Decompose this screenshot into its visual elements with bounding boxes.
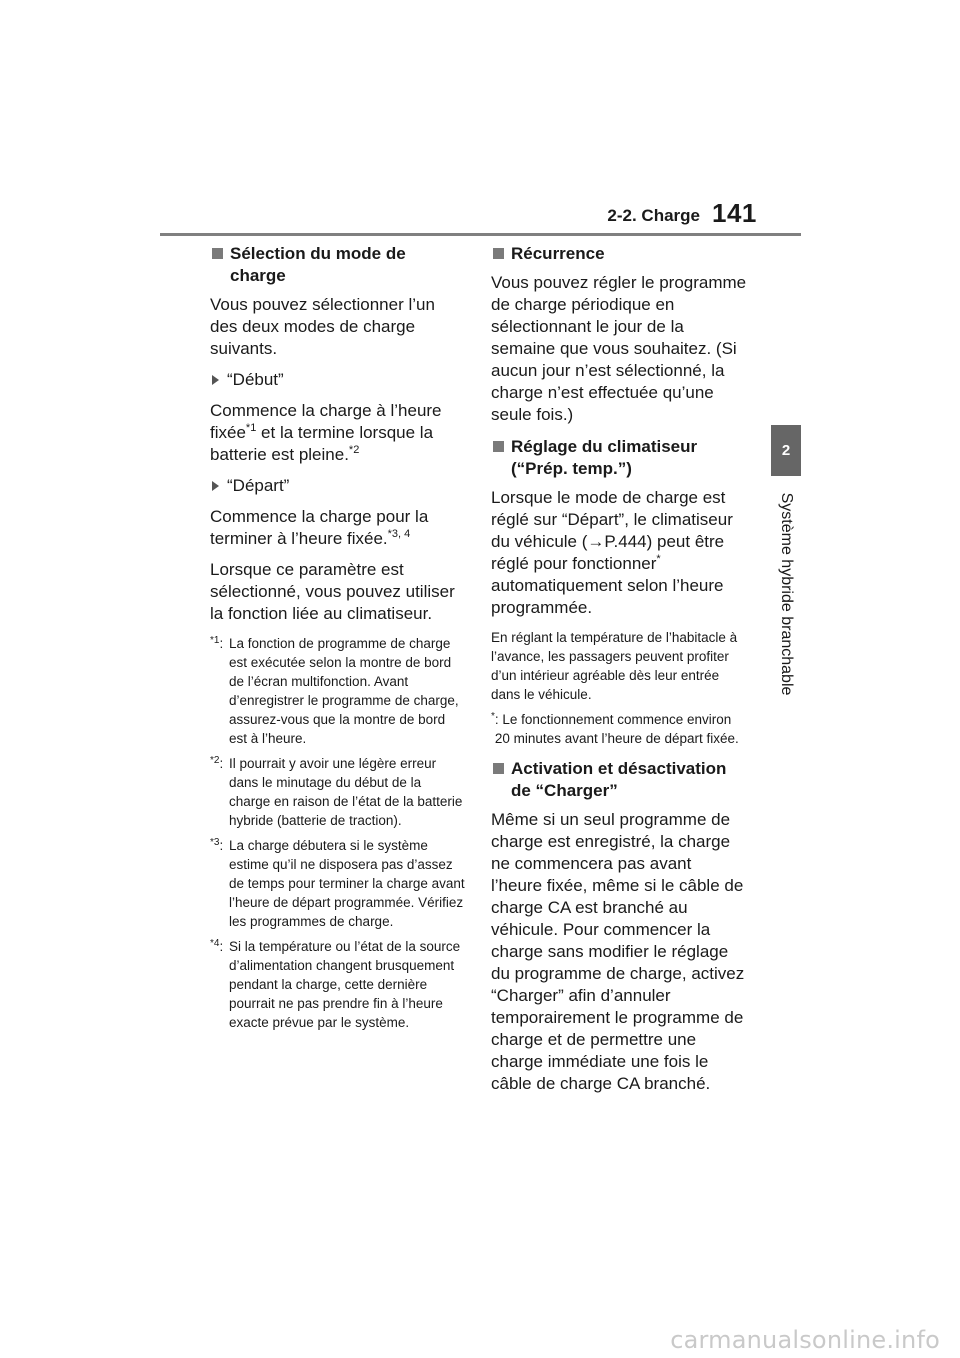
section-heading-mode (210, 243, 466, 287)
square-bullet-icon (493, 763, 504, 774)
paragraph (210, 506, 466, 550)
page-number: 141 (712, 198, 757, 228)
footnote-text: La fonction de programme de charge est exécutée selon la montre de bord de l’écran multifonction. Avant d’enregistrer le programme de charge, assurez-vous que la montre de bord est à l’heure. (229, 636, 459, 746)
right-column (491, 243, 747, 1104)
footnote (491, 710, 747, 748)
footnote-ref: *3, 4 (387, 528, 411, 540)
section-heading-climate (491, 436, 747, 480)
footnote-text: La charge débutera si le système estime qu’il ne disposera pas d’assez de temps pour terminer la charge avant l’heure de départ programmée. Vérifiez les programmes de charge. (229, 838, 465, 929)
paragraph: Vous pouvez régler le programme de charge périodique en sélectionnant le jour de la semaine que vous souhaitez. (Si aucun jour n’est sélectionné, la charge n’est effectuée qu’une seule fois.) (491, 273, 747, 424)
option-debut (210, 369, 466, 391)
heading-text: Sélection du mode de charge (230, 244, 406, 285)
text: automatiquement selon l’heure programmée. (491, 576, 724, 617)
small-paragraph: En réglant la température de l’habitacle à l’avance, les passagers peuvent profiter d’un intérieur agréable dès leur entrée dans le véhicule. (491, 630, 738, 702)
square-bullet-icon (493, 248, 504, 259)
footnote-text: : Le fonctionnement commence environ 20 minutes avant l’heure de départ fixée. (494, 712, 739, 746)
chapter-tab-number: 2 (771, 425, 801, 476)
text: Lorsque le mode de charge est réglé sur “Départ”, le climatiseur du véhicule ( (491, 488, 733, 551)
option-depart (210, 475, 466, 497)
footnote-ref: *1 (245, 422, 257, 434)
paragraph (491, 487, 747, 619)
footnote-ref: * (656, 553, 661, 565)
footnote (210, 634, 466, 748)
section-heading-charger (491, 758, 747, 802)
page-reference: P.444 (604, 532, 647, 551)
heading-text: Récurrence (511, 244, 605, 263)
triangle-bullet-icon (212, 481, 219, 491)
square-bullet-icon (212, 248, 223, 259)
paragraph: Même si un seul programme de charge est enregistré, la charge ne commencera pas avant l’heure fixée, même si le câble de charge CA est branché au véhicule. Pour commencer la charge sans modifier le réglage du programme de charge, activez “Charger” afin d’annuler temporairement le programme de charge et de permettre une charge immédiate une fois le câble de charge CA branché. (491, 810, 745, 1093)
footnote-mark: $^{*2}$: (210, 755, 224, 771)
footnote-mark: $^{*1}$: (210, 635, 224, 651)
footnote-mark: $^{*3}$: (210, 837, 224, 853)
footnote-ref: *2 (348, 444, 360, 456)
triangle-bullet-icon (212, 375, 219, 385)
footnote (210, 836, 466, 931)
heading-text: Activation et désactivation de “Charger” (511, 759, 727, 800)
arrow-right-icon: → (587, 532, 605, 551)
text: ) peut être réglé pour fonctionner (491, 532, 725, 573)
section-heading-recurrence (491, 243, 747, 265)
option-label: “Départ” (227, 476, 290, 495)
footnote-text: Si la température ou l’état de la source d’alimentation changent brusquement pendant la charge, cette dernière pourrait ne pas prendre fin à l’heure exacte prévue par le système. (229, 939, 461, 1030)
option-label: “Début” (227, 370, 284, 389)
watermark: carmanualsonline.info (670, 1326, 940, 1354)
paragraph: Vous pouvez sélectionner l’un des deux modes de charge suivants. (210, 295, 435, 358)
paragraph: Lorsque ce paramètre est sélectionné, vous pouvez utiliser la fonction liée au climatiseur. (210, 560, 455, 623)
header-rule (160, 233, 801, 236)
text: Commence la charge pour la terminer à l’heure fixée. (210, 507, 429, 548)
footnote-mark: $^{*4}$: (210, 938, 224, 954)
footnote (210, 937, 466, 1032)
footnote-mark: * (491, 711, 495, 722)
chapter-tab-label: Système hybride branchable (778, 492, 795, 696)
heading-text: Réglage du climatiseur (“Prép. temp.”) (511, 437, 698, 478)
paragraph (210, 400, 466, 466)
footnote (210, 754, 466, 830)
left-column (210, 243, 466, 1038)
running-header-section: 2-2. Charge (607, 206, 700, 225)
footnote-text: Il pourrait y avoir une légère erreur dans le minutage du début de la charge en raison de l’état de la batterie hybride (batterie de traction). (229, 756, 463, 828)
square-bullet-icon (493, 441, 504, 452)
text: Commence la charge à l’heure fixée (210, 401, 442, 442)
text: et la termine lorsque la batterie est pleine. (210, 423, 434, 464)
